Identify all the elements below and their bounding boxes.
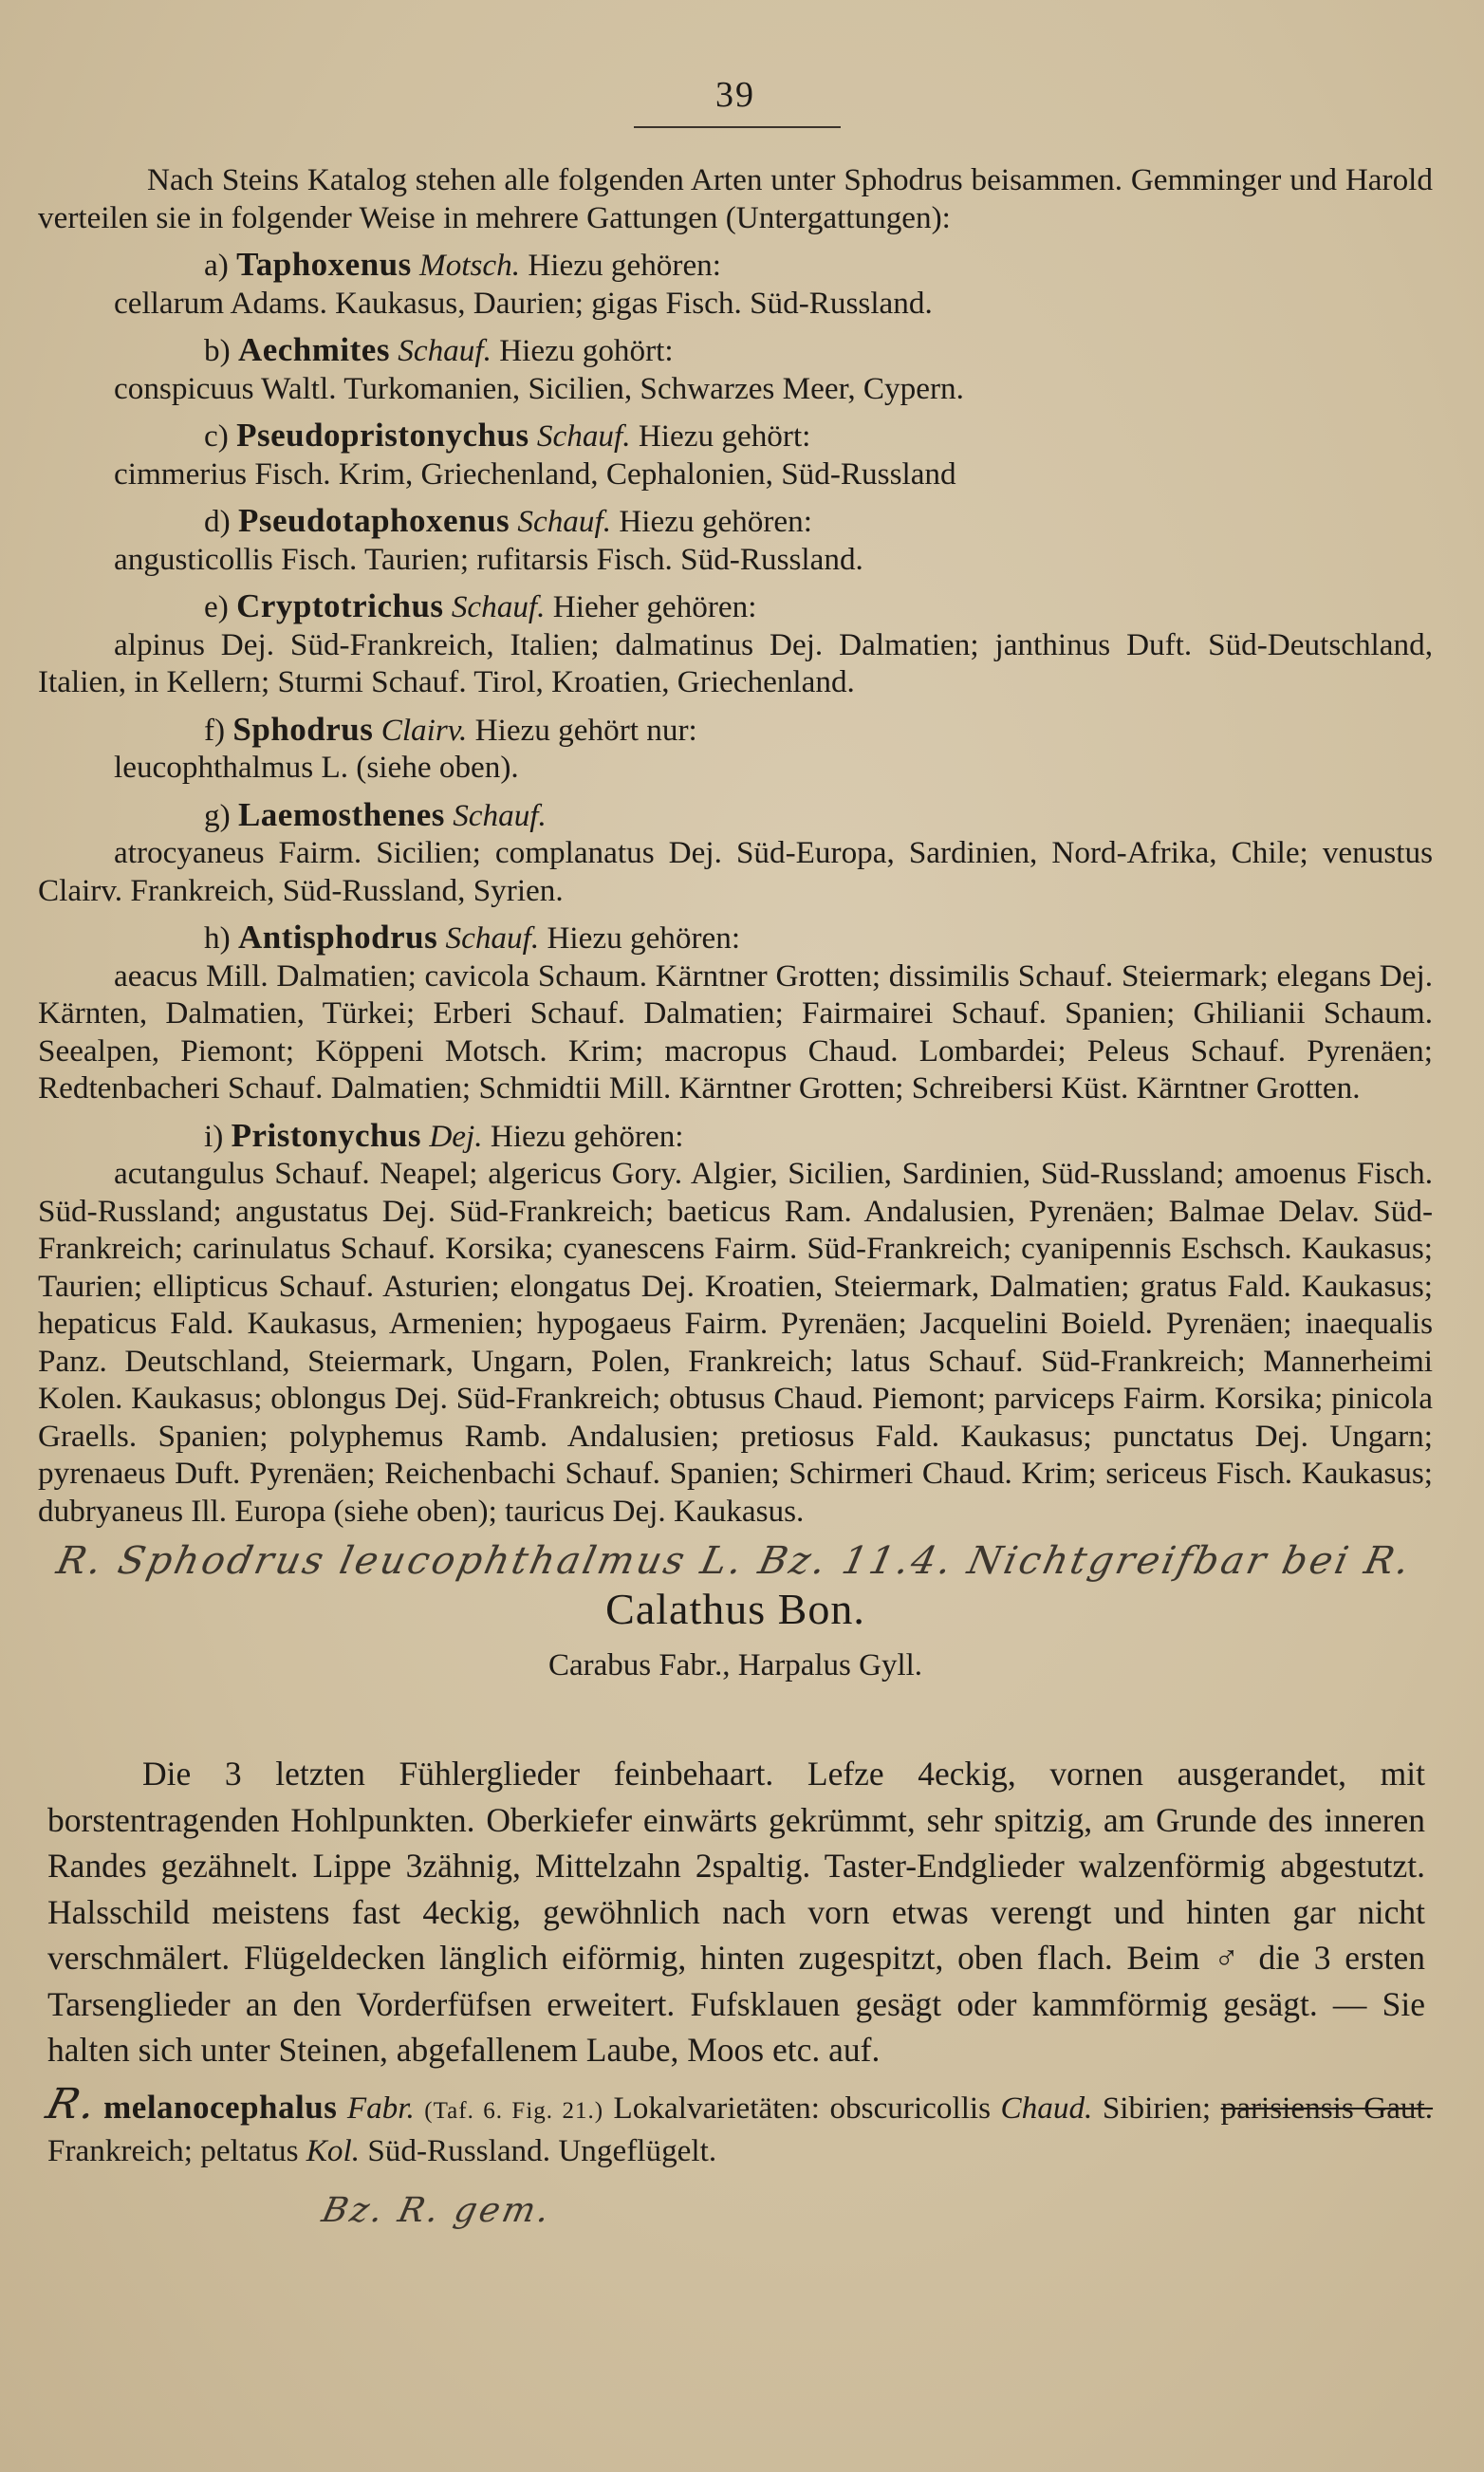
subgenus-heading <box>38 796 1433 835</box>
species-list: cellarum Adams. Kaukasus, Daurien; gigas Fisch. Süd-Russland. <box>114 285 933 321</box>
subgenus-heading <box>38 246 1433 285</box>
subgenus-heading <box>38 417 1433 455</box>
variety-author-b: Chaud. <box>1000 2090 1093 2126</box>
subgenus-note: Hiezu gehört: <box>638 418 811 454</box>
subgenus-name: Cryptotrichus <box>236 587 444 624</box>
variety-region-d: Süd-Russland. Ungeflügelt. <box>367 2132 717 2168</box>
subgenus-author: Clairv. <box>380 712 468 748</box>
species-list: conspicuus Waltl. Turkomanien, Sicilien, Schwarzes Meer, Cypern. <box>114 370 964 406</box>
species-list: acutangulus Schauf. Neapel; algericus Gory. Algier, Sicilien, Sardinien, Süd-Russland; amoenus Fisch. Süd-Russland; angustatus Dej. Süd-Frankreich; baeticus Ram. Andalusien, Pyrenäen; Balmae Delav. Süd-Frankreich; carinulatus Schauf. Korsika; cyanescens Fairm. Süd-Frankreich; cyanipennis Eschsch. Kaukasus; Taurien; ellipticus Schauf. Asturien; elongatus Dej. Kroatien, Steiermark, Dalmatien; gratus Fald. Kaukasus; hepaticus Fald. Kaukasus, Armenien; hypogaeus Fairm. Pyrenäen; Jacquelini Boield. Pyrenäen; inaequalis Panz. Deutschland, Steiermark, Ungarn, Polen, Frankreich; latus Schauf. Süd-Frankreich; Mannerheimi Kolen. Kaukasus; oblongus Dej. Süd-Frankreich; obtusus Chaud. Piemont; parviceps Fairm. Korsika; pinicola Graells. Spanien; polyphemus Ramb. Andalusien; pretiosus Fald. Kaukasus; punctatus Dej. Ungarn; pyrenaeus Duft. Pyrenäen; Reichenbachi Schauf. Spanien; Schirmeri Chaud. Krim; sericeus Fisch. Kaukasus; dubryaneus Ill. Europa (siehe oben); tauricus Dej. Kaukasus. <box>38 1156 1433 1529</box>
subgenus-letter: a) <box>204 248 229 283</box>
subgenus-author: Schauf. <box>445 920 540 956</box>
handwritten-annotation-1: R. Sphodrus leucophthalmus L. Bz. 11.4. Nichtgreifbar bei R. <box>52 1539 1417 1583</box>
figure-reference: (Taf. 6. Fig. 21.) <box>424 2097 604 2124</box>
page-number-rule <box>634 126 841 128</box>
section-title: Calathus Bon. <box>605 1585 865 1633</box>
handwritten-mark: R. <box>41 2079 104 2128</box>
subgenus-name: Antisphodrus <box>237 919 438 956</box>
handwritten-annotation-2: Bz. R. gem. <box>318 2190 556 2230</box>
species-list: alpinus Dej. Süd-Frankreich, Italien; dalmatinus Dej. Dalmatien; janthinus Duft. Süd-Deutschland, Italien, in Kellern; Sturmi Schauf. Tirol, Kroatien, Griechenland. <box>38 626 1433 699</box>
varieties-label: Lokalvarietäten: obscuricollis <box>613 2090 992 2126</box>
subgenus-letter: d) <box>204 504 231 539</box>
description-paragraph: Die 3 letzten Fühlerglieder feinbehaart. Lefze 4eckig, vornen ausgerandet, mit borstentragenden Hohlpunkten. Oberkiefer einwärts gekrümmt, sehr spitzig, am Grunde des inneren Randes gezähnelt. Lippe 3zähnig, Mittelzahn 2spaltig. Taster-Endglieder walzenförmig abgestutzt. Halsschild meistens fast 4eckig, gewöhnlich nach vorn etwas verengt und hinten gar nicht verschmälert. Flügeldecken länglich eiförmig, hinten zugespitzt, oben flach. Beim ♂ die 3 ersten Tarsenglieder an den Vorderfüfsen erweitert. Fufsklauen gesägt oder kammförmig gesägt. — Sie halten sich unter Steinen, abgefallenem Laube, Moos etc. auf. <box>47 1755 1425 2069</box>
subgenus-letter: c) <box>204 418 229 454</box>
species-name: melanocephalus <box>103 2088 338 2126</box>
subgenus-author: Schauf. <box>517 504 612 539</box>
page-number: 39 <box>715 75 755 115</box>
species-list: atrocyaneus Fairm. Sicilien; complanatus Dej. Süd-Europa, Sardinien, Nord-Afrika, Chile; venustus Clairv. Frankreich, Süd-Russland, Syrien. <box>38 835 1433 908</box>
subgenus-heading <box>38 587 1433 626</box>
variety-region-b: Sibirien; <box>1102 2090 1212 2126</box>
subgenus-note: Hiezu gohört: <box>499 333 674 368</box>
subgenera-list <box>38 246 1433 1530</box>
subgenus-note: Hiezu gehören: <box>547 920 741 956</box>
subgenus-heading <box>38 711 1433 750</box>
species-list: cimmerius Fisch. Krim, Griechenland, Cephalonien, Süd-Russland <box>114 455 956 492</box>
subgenus-name: Pseudotaphoxenus <box>237 502 510 539</box>
species-entry-melanocephalus <box>38 2079 1434 2171</box>
subgenus-heading <box>38 331 1433 370</box>
species-list: leucophthalmus L. (siehe oben). <box>114 750 519 785</box>
subgenus-name: Taphoxenus <box>236 246 412 283</box>
subgenus-author: Schauf. <box>451 589 546 624</box>
subgenus-author: Schauf. <box>536 418 631 454</box>
subgenus-note: Hiezu gehören: <box>490 1118 684 1154</box>
species-list: angusticollis Fisch. Taurien; rufitarsis Fisch. Süd-Russland. <box>114 541 863 577</box>
subgenus-letter: h) <box>204 920 231 956</box>
subgenus-name: Sphodrus <box>232 710 374 748</box>
species-list: aeacus Mill. Dalmatien; cavicola Schaum. Kärntner Grotten; dissimilis Schauf. Steiermark; elegans Dej. Kärnten, Dalmatien, Türkei; Erberi Schauf. Dalmatien; Fairmairei Schauf. Spanien; Ghilianii Schaum. Seealpen, Piemont; Köppeni Motsch. Krim; macropus Chaud. Lombardei; Peleus Schauf. Pyrenäen; Redtenbacheri Schauf. Dalmatien; Schmidtii Mill. Kärntner Grotten; Schreibersi Küst. Kärntner Grotten. <box>38 957 1433 1106</box>
subgenus-name: Pseudopristonychus <box>236 417 529 454</box>
subgenus-letter: b) <box>204 333 231 368</box>
subgenus-heading <box>38 502 1433 541</box>
subgenus-note: Hiezu gehören: <box>619 504 812 539</box>
subgenus-note: Hieher gehören: <box>552 589 757 624</box>
genus-description <box>38 1751 1433 2073</box>
page-body <box>38 161 1433 2229</box>
intro-paragraph: Nach Steins Katalog stehen alle folgenden Arten unter Sphodrus beisammen. Gemminger und Harold verteilen sie in folgender Weise in mehrere Gattungen (Untergattungen): <box>38 162 1433 235</box>
variety-author-c: Kol. <box>306 2132 361 2168</box>
subgenus-letter: g) <box>204 797 231 833</box>
subgenus-author: Schauf. <box>398 333 492 368</box>
subgenus-note: Hiezu gehören: <box>528 248 721 283</box>
subgenus-heading <box>38 919 1433 957</box>
subgenus-author: Schauf. <box>453 797 547 833</box>
subgenus-note: Hiezu gehört nur: <box>474 712 697 748</box>
subgenus-letter: f) <box>204 712 226 748</box>
section-subtitle: Carabus Fabr., Harpalus Gyll. <box>547 1647 923 1682</box>
variety-region-c: Frankreich; peltatus <box>47 2132 299 2168</box>
subgenus-author: Dej. <box>429 1118 483 1154</box>
subgenus-heading <box>38 1117 1433 1156</box>
subgenus-author: Motsch. <box>419 248 521 283</box>
struck-variety: parisiensis Gaut. <box>1220 2090 1434 2126</box>
species-author: Fabr. <box>346 2090 415 2126</box>
subgenus-name: Laemosthenes <box>237 795 445 833</box>
subgenus-name: Aechmites <box>237 331 390 368</box>
subgenus-letter: i) <box>204 1118 224 1154</box>
subgenus-name: Pristonychus <box>231 1116 422 1154</box>
subgenus-letter: e) <box>204 589 229 624</box>
